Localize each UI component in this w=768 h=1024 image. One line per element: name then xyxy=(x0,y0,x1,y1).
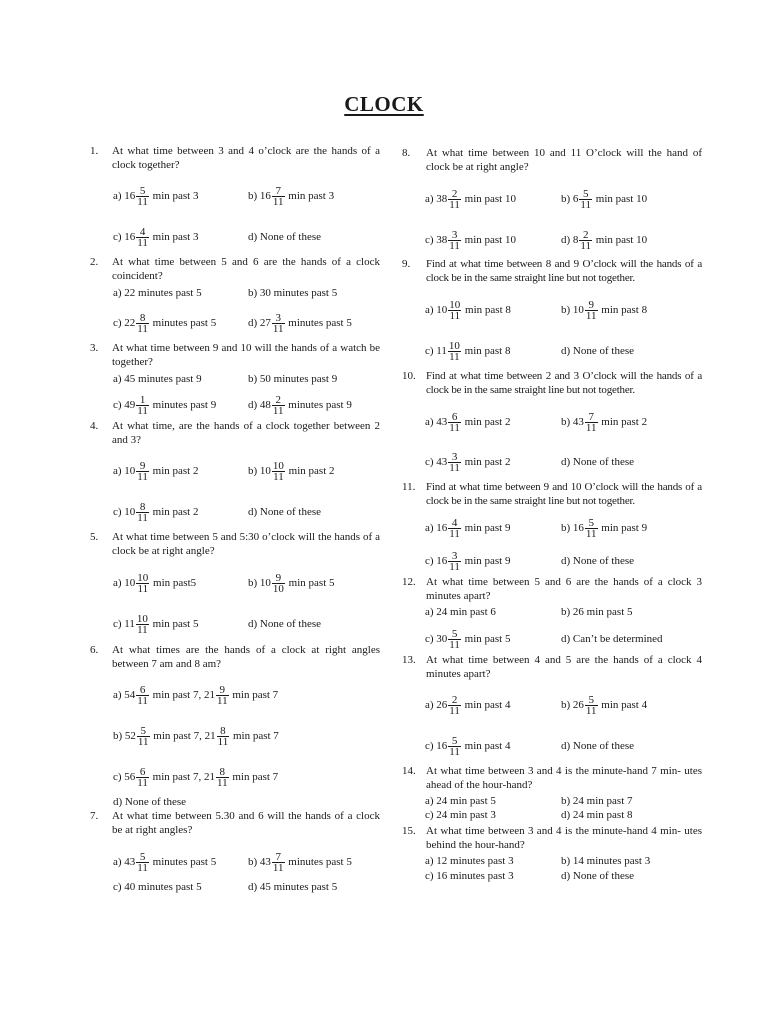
question-number: 9. xyxy=(402,258,411,270)
question-text: At what time between 5 and 6 are the hands of a clock 3 minutes apart? xyxy=(426,576,702,602)
question-text: At what time between 5.30 and 6 will the hands of a clock be at right angles? xyxy=(112,810,380,836)
question-number: 14. xyxy=(402,765,416,777)
question-text: At what time between 3 and 4 is the minute-hand 7 min- utes ahead of the hour-hand? xyxy=(426,765,702,791)
option-a: a) 24 min past 6 xyxy=(425,606,496,618)
question-text: At what time between 10 and 11 O’clock will the hand of clock be at right angle? xyxy=(426,147,702,173)
option-b: b) 16 $\frac{7}{11}$ min past 3 xyxy=(248,184,335,208)
option-d: d) 27 $\frac{3}{11}$ minutes past 5 xyxy=(248,311,352,335)
option-c: c) 56 $\frac{6}{11}$ min past 7, 21 $\frac{8}{11}$ min past 7 xyxy=(113,765,279,789)
question-number: 4. xyxy=(90,420,99,432)
question-number: 1. xyxy=(90,145,99,157)
option-b: b) 43 $\frac{7}{11}$ min past 2 xyxy=(561,410,648,434)
option-b: b) 6 $\frac{5}{11}$ min past 10 xyxy=(561,187,648,211)
option-c: c) 24 min past 3 xyxy=(425,809,496,821)
question-text: At what time between 5 and 6 are the hands of a clock coincident? xyxy=(112,256,380,282)
option-b: b) 50 minutes past 9 xyxy=(248,373,338,385)
option-a: a) 12 minutes past 3 xyxy=(425,855,514,867)
option-a: a) 24 min past 5 xyxy=(425,795,496,807)
question-number: 5. xyxy=(90,531,99,543)
option-b: b) 10 $\frac{10}{11}$ min past 2 xyxy=(248,459,335,483)
option-a: a) 22 minutes past 5 xyxy=(113,287,202,299)
option-c: c) 16 $\frac{5}{11}$ min past 4 xyxy=(425,734,511,758)
option-c: c) 22 $\frac{8}{11}$ minutes past 5 xyxy=(113,311,217,335)
option-a: a) 54 $\frac{6}{11}$ min past 7, 21 $\frac{9}{11}$ min past 7 xyxy=(113,683,279,707)
option-c: c) 49 $\frac{1}{11}$ minutes past 9 xyxy=(113,393,217,417)
option-a: a) 10 $\frac{9}{11}$ min past 2 xyxy=(113,459,199,483)
question-text: At what time, are the hands of a clock together between 2 and 3? xyxy=(112,420,380,446)
question-number: 15. xyxy=(402,825,416,837)
option-c: c) 16 $\frac{4}{11}$ min past 3 xyxy=(113,225,199,249)
option-d: d) None of these xyxy=(248,618,322,630)
question-number: 3. xyxy=(90,342,99,354)
option-b: b) 26 min past 5 xyxy=(561,606,633,618)
option-c: c) 16 $\frac{3}{11}$ min past 9 xyxy=(425,549,511,573)
option-b: b) 26 $\frac{5}{11}$ min past 4 xyxy=(561,693,648,717)
option-c: c) 30 $\frac{5}{11}$ min past 5 xyxy=(425,627,511,651)
question-text: At what times are the hands of a clock at right angles between 7 am and 8 am? xyxy=(112,644,380,670)
question-text: At what time between 3 and 4 o’clock are the hands of a clock together? xyxy=(112,145,380,171)
option-d: d) 45 minutes past 5 xyxy=(248,881,338,893)
option-d: d) 8 $\frac{2}{11}$ min past 10 xyxy=(561,228,648,252)
option-d: d) None of these xyxy=(561,345,635,357)
question-number: 12. xyxy=(402,576,416,588)
option-a: a) 10 $\frac{10}{11}$ min past5 xyxy=(113,571,197,595)
question-text: At what time between 5 and 5:30 o’clock will the hands of a clock be at right angle? xyxy=(112,531,380,557)
option-c: c) 40 minutes past 5 xyxy=(113,881,202,893)
option-a: a) 45 minutes past 9 xyxy=(113,373,202,385)
option-c: c) 16 minutes past 3 xyxy=(425,870,514,882)
option-d: d) None of these xyxy=(113,796,187,808)
option-b: b) 52 $\frac{5}{11}$ min past 7, 21 $\frac{8}{11}$ min past 7 xyxy=(113,724,279,748)
option-a: a) 43 $\frac{6}{11}$ min past 2 xyxy=(425,410,511,434)
question-number: 2. xyxy=(90,256,99,268)
option-b: b) 30 minutes past 5 xyxy=(248,287,338,299)
option-a: a) 43 $\frac{5}{11}$ minutes past 5 xyxy=(113,850,217,874)
option-d: d) None of these xyxy=(561,870,635,882)
option-c: c) 10 $\frac{8}{11}$ min past 2 xyxy=(113,500,199,524)
question-number: 11. xyxy=(402,481,416,493)
question-text: Find at what time between 8 and 9 O’clock will the hands of a clock be in the same straight line but not together. xyxy=(426,258,702,284)
option-b: b) 16 $\frac{5}{11}$ min past 9 xyxy=(561,516,648,540)
option-a: a) 10 $\frac{10}{11}$ min past 8 xyxy=(425,298,511,322)
page-title: CLOCK xyxy=(344,92,424,116)
option-a: a) 16 $\frac{5}{11}$ min past 3 xyxy=(113,184,199,208)
option-d: d) None of these xyxy=(561,456,635,468)
option-d: d) None of these xyxy=(248,231,322,243)
option-d: d) None of these xyxy=(248,506,322,518)
question-text: Find at what time between 2 and 3 O’clock will the hands of a clock be in the same straight line but not together. xyxy=(426,370,702,396)
option-b: b) 43 $\frac{7}{11}$ minutes past 5 xyxy=(248,850,352,874)
question-number: 13. xyxy=(402,654,416,666)
option-d: d) None of these xyxy=(561,555,635,567)
question-text: At what time between 9 and 10 will the hands of a watch be together? xyxy=(112,342,380,368)
question-text: At what time between 3 and 4 is the minute-hand 4 min- utes behind the hour-hand? xyxy=(426,825,702,851)
option-b: b) 14 minutes past 3 xyxy=(561,855,651,867)
option-d: d) 24 min past 8 xyxy=(561,809,633,821)
option-c: c) 43 $\frac{3}{11}$ min past 2 xyxy=(425,450,511,474)
question-text: Find at what time between 9 and 10 O’clock will the hands of a clock be in the same straight line but not together. xyxy=(426,481,702,507)
option-b: b) 10 $\frac{9}{10}$ min past 5 xyxy=(248,571,335,595)
option-b: b) 10 $\frac{9}{11}$ min past 8 xyxy=(561,298,648,322)
option-c: c) 38 $\frac{3}{11}$ min past 10 xyxy=(425,228,516,252)
option-d: d) None of these xyxy=(561,740,635,752)
option-d: d) 48 $\frac{2}{11}$ minutes past 9 xyxy=(248,393,352,417)
option-c: c) 11 $\frac{10}{11}$ min past 8 xyxy=(425,339,511,363)
question-number: 10. xyxy=(402,370,416,382)
option-d: d) Can’t be determined xyxy=(561,633,663,645)
option-a: a) 38 $\frac{2}{11}$ min past 10 xyxy=(425,187,516,211)
option-c: c) 11 $\frac{10}{11}$ min past 5 xyxy=(113,612,199,636)
option-a: a) 16 $\frac{4}{11}$ min past 9 xyxy=(425,516,511,540)
question-number: 8. xyxy=(402,147,411,159)
question-number: 7. xyxy=(90,810,99,822)
question-number: 6. xyxy=(90,644,99,656)
question-text: At what time between 4 and 5 are the hands of a clock 4 minutes apart? xyxy=(426,654,702,680)
option-a: a) 26 $\frac{2}{11}$ min past 4 xyxy=(425,693,511,717)
option-b: b) 24 min past 7 xyxy=(561,795,633,807)
